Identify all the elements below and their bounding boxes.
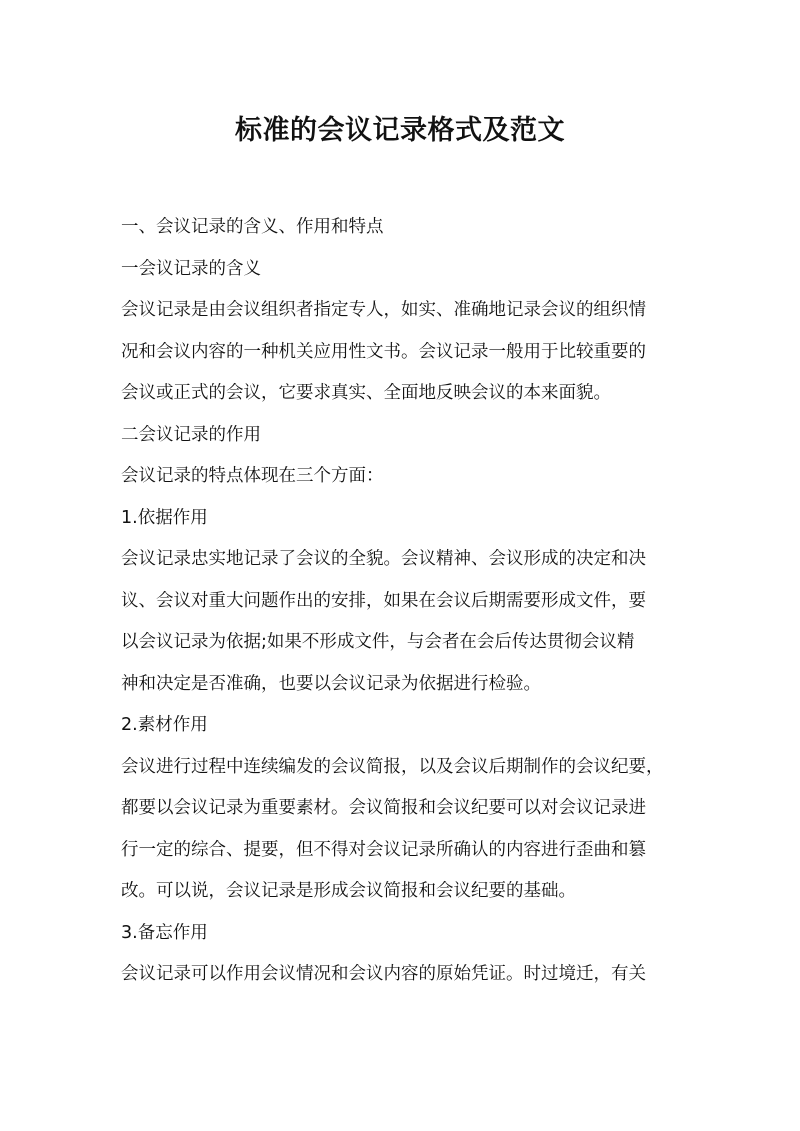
paragraph-line: 况和会议内容的一种机关应用性文书。会议记录一般用于比较重要的: [121, 341, 646, 362]
paragraph-line: 改。可以说，会议记录是形成会议简报和会议纪要的基础。: [121, 881, 576, 901]
item-heading-material: 2.素材作用: [121, 715, 208, 735]
paragraph-line: 议、会议对重大问题作出的安排，如果在会议后期需要形成文件，要: [121, 590, 646, 611]
paragraph-line: 会议记录的特点体现在三个方面：: [121, 466, 384, 486]
paragraph-line: 会议进行过程中连续编发的会议简报，以及会议后期制作的会议纪要，: [121, 756, 664, 777]
document-title: 标准的会议记录格式及范文: [235, 115, 565, 146]
paragraph-line: 行一定的综合、提要，但不得对会议记录所确认的内容进行歪曲和篡: [121, 839, 646, 860]
item-heading-basis: 1.依据作用: [121, 507, 208, 528]
paragraph-line: 神和决定是否准确，也要以会议记录为依据进行检验。: [121, 673, 541, 694]
subheading-meaning: 一会议记录的含义: [121, 258, 261, 279]
paragraph-line: 以会议记录为依据;如果不形成文件，与会者在会后传达贯彻会议精: [121, 632, 635, 652]
subheading-function: 二会议记录的作用: [121, 424, 261, 445]
item-heading-memo: 3.备忘作用: [121, 922, 208, 943]
paragraph-line: 会议记录忠实地记录了会议的全貌。会议精神、会议形成的决定和决: [121, 549, 646, 569]
paragraph-line: 会议记录可以作用会议情况和会议内容的原始凭证。时过境迁，有关: [121, 964, 646, 984]
paragraph-line: 会议或正式的会议，它要求真实、全面地反映会议的本来面貌。: [121, 383, 611, 403]
document-body: [121, 207, 691, 996]
section-heading-1: 一、会议记录的含义、作用和特点: [121, 217, 384, 237]
paragraph-line: 都要以会议记录为重要素材。会议简报和会议纪要可以对会议记录进: [121, 798, 646, 818]
paragraph-line: 会议记录是由会议组织者指定专人，如实、准确地记录会议的组织情: [121, 300, 646, 320]
